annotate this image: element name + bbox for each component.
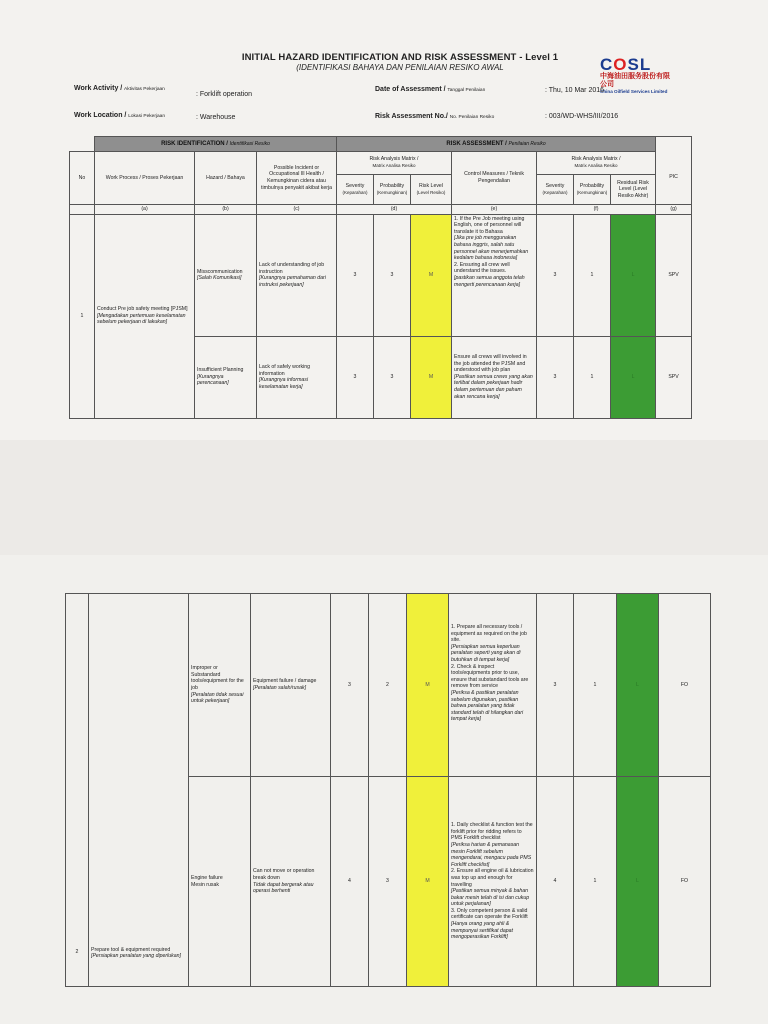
probability-value: 3 bbox=[374, 214, 411, 336]
ra-number-label: Risk Assessment No./ No. Penilaian Resiko bbox=[375, 113, 495, 120]
severity-value: 3 bbox=[337, 214, 374, 336]
col-b-label: (b) bbox=[195, 205, 257, 215]
control-measures-cell: 1. Daily checklist & function test the forklift prior for ridding refers to PMS Forklift checklist [Periksa harian & pemanasan mesin Forklift sebelum mengendarai, mengacu pada PMS Forklift checklist] 2. Ensure all engine oil & lubrication was top up and enough for travelling [Pastikan semua minyak & bahan bakar mesin telah di isi dan cukup untuk perjalanan] 3. Only competent person & valid certificate can operate the Forklift [Hanya orang yang ahli & mempunyai sertifikat dapat mengoperasikan Forklift] bbox=[449, 777, 537, 987]
residual-severity-value: 4 bbox=[537, 777, 574, 987]
residual-matrix-header: Risk Analysis Matrix / Matrix Analisa Resiko bbox=[537, 152, 656, 175]
col-a-label: (a) bbox=[95, 205, 195, 215]
ra-number-value: : 003/WD-WHS/III/2016 bbox=[545, 113, 619, 120]
residual-probability-value: 1 bbox=[574, 777, 617, 987]
pic-value: FO bbox=[659, 594, 711, 777]
residual-risk-value: L bbox=[617, 777, 659, 987]
col-e-label: (e) bbox=[452, 205, 537, 215]
residual-probability-value: 1 bbox=[574, 594, 617, 777]
severity-header: Severity (Keparahan) bbox=[337, 175, 374, 205]
cosl-logo bbox=[600, 56, 670, 95]
logo-word: COSL bbox=[600, 55, 652, 74]
work-activity-value: : Forklift operation bbox=[196, 91, 253, 98]
risk-level-value: M bbox=[411, 214, 452, 336]
residual-severity-value: 3 bbox=[537, 594, 574, 777]
logo-english-text: China Oilfield Services Limited bbox=[600, 89, 668, 94]
col-no-header: No bbox=[70, 152, 95, 205]
risk-level-value: M bbox=[407, 594, 449, 777]
document-subtitle: (IDENTIFIKASI BAHAYA DAN PENILAIAN RESIKO AWAL bbox=[296, 63, 504, 72]
col-d-label: (d) bbox=[337, 205, 452, 215]
hazard-cell: Engine failure Mesin rusak bbox=[189, 777, 251, 987]
table-row bbox=[70, 214, 692, 336]
hazard-cell: Misscommunication [Salah Komunikasi] bbox=[195, 214, 257, 336]
residual-probability-value: 1 bbox=[574, 214, 611, 336]
probability-header: Probability (Kemungkinan) bbox=[374, 175, 411, 205]
risk-identification-header: RISK IDENTIFICATION / Identifikasi Resiko bbox=[95, 137, 337, 152]
control-measures-cell: 1. Prepare all necessary tools / equipment as required on the job site. [Persiapkan semua keperluan peralatan seperti yang akan di butuhkan di tempat kerja] 2. Check & inspect tools/equipments prior to use, ensure that substandard tools are remove from service [Periksa & pastikan peralatan sebelum digunakan, pastikan bahwa peralatan yang tidak standard telah di hilangkan dari tempat kerja] bbox=[449, 594, 537, 777]
work-location-label: Work Location / Lokasi Pekerjaan bbox=[74, 112, 165, 119]
risk-level-value: M bbox=[407, 777, 449, 987]
pic-value: SPV bbox=[656, 214, 692, 336]
risk-level-value: M bbox=[411, 336, 452, 418]
table-row bbox=[66, 594, 711, 777]
col-g-label: (g) bbox=[656, 205, 692, 215]
col-pic-header: PIC bbox=[656, 152, 692, 205]
col-c-label: (c) bbox=[257, 205, 337, 215]
residual-risk-value: L bbox=[617, 594, 659, 777]
col-control-header: Control Measures / Teknik Pengendalian bbox=[452, 152, 537, 205]
col-f-label: (f) bbox=[537, 205, 656, 215]
page-2 bbox=[0, 555, 768, 1024]
control-measures-cell: 1. If the Pre Job meeting using English, one of personnel will translate it to Bahasa [Jika pre job menggunakan bahasa inggris, salah satu personnel akan menerjemahkan kedalam bahasa indonesia] 2. Ensuring all crew well understand the issues. [pastikan semua anggota telah mengerti perencanaan kerja] bbox=[452, 214, 537, 336]
residual-severity-value: 3 bbox=[537, 214, 574, 336]
residual-severity-value: 3 bbox=[537, 336, 574, 418]
severity-value: 3 bbox=[331, 594, 369, 777]
page-1 bbox=[0, 0, 768, 440]
work-process-cell: Prepare tool & equipment required [Persiapkan peralatan yang diperlukan] bbox=[89, 594, 189, 987]
date-label: Date of Assessment / Tanggal Penilaian bbox=[375, 86, 486, 93]
risk-table-page-2 bbox=[65, 593, 711, 987]
risk-assessment-header: RISK ASSESSMENT / Penilaian Resiko bbox=[337, 137, 656, 152]
residual-probability-header: Probability (Kemungkinan) bbox=[574, 175, 611, 205]
date-value: : Thu, 10 Mar 2016 bbox=[545, 87, 605, 94]
row-number: 1 bbox=[70, 214, 95, 418]
residual-risk-value: L bbox=[611, 214, 656, 336]
col-incident-header: Possible Incident or Occupational Ill Health / Kemungkinan cidera atau timbulnya penyakit akibat kerja bbox=[257, 152, 337, 205]
pic-value: SPV bbox=[656, 336, 692, 418]
col-hazard-header: Hazard / Bahaya bbox=[195, 152, 257, 205]
col-work-process-header: Work Process / Proses Pekerjaan bbox=[95, 152, 195, 205]
probability-value: 3 bbox=[374, 336, 411, 418]
risk-table-page-1 bbox=[69, 136, 692, 419]
incident-cell: Equipment failure / damage [Peralatan salah/rusak] bbox=[251, 594, 331, 777]
probability-value: 3 bbox=[369, 777, 407, 987]
incident-cell: Can not move or operation break down Tidak dapat bergerak atau operasi berhenti bbox=[251, 777, 331, 987]
row-number: 2 bbox=[66, 594, 89, 987]
residual-severity-header: Severity (Keparahan) bbox=[537, 175, 574, 205]
severity-value: 3 bbox=[337, 336, 374, 418]
probability-value: 2 bbox=[369, 594, 407, 777]
hazard-cell: Improper or Substandard tools/equipment for the job [Peralatan tidak sesuai untuk pekerjaan] bbox=[189, 594, 251, 777]
residual-risk-value: L bbox=[611, 336, 656, 418]
work-location-value: : Warehouse bbox=[196, 114, 236, 121]
logo-chinese-text: 中海油田服务股份有限公司 bbox=[600, 73, 670, 88]
incident-cell: Lack of understanding of job instruction [Kurangnya pemahaman dari instruksi pekerjaan] bbox=[257, 214, 337, 336]
control-measures-cell: Ensure all crews will involved in the job attended the PJSM and understood with job plan [Pastikan semua crews yang akan terlibat dalam pekerjaan hadir dalam pertemuan dan paham akan rencana kerja] bbox=[452, 336, 537, 418]
residual-probability-value: 1 bbox=[574, 336, 611, 418]
pic-value: FO bbox=[659, 777, 711, 987]
incident-cell: Lack of safely working information [Kurangnya informasi keselamatan kerja] bbox=[257, 336, 337, 418]
hazard-cell: Insufficient Planning [Kurangnya perencanaan] bbox=[195, 336, 257, 418]
severity-value: 4 bbox=[331, 777, 369, 987]
risk-level-header: Risk Level (Level Resiko) bbox=[411, 175, 452, 205]
document-title: INITIAL HAZARD IDENTIFICATION AND RISK ASSESSMENT - Level 1 bbox=[241, 52, 559, 63]
work-process-cell: Conduct Pre job safety meeting [PJSM] [Mengadakan pertemuan keselamatan sebelum pekerjaan di lakukan] bbox=[95, 214, 195, 418]
residual-risk-header: Residual Risk Level (Level Resiko Akhir) bbox=[611, 175, 656, 205]
matrix-header: Risk Analysis Matrix / Matrix Analisa Resiko bbox=[337, 152, 452, 175]
work-activity-label: Work Activity / Aktivitas Pekerjaan bbox=[74, 85, 165, 92]
